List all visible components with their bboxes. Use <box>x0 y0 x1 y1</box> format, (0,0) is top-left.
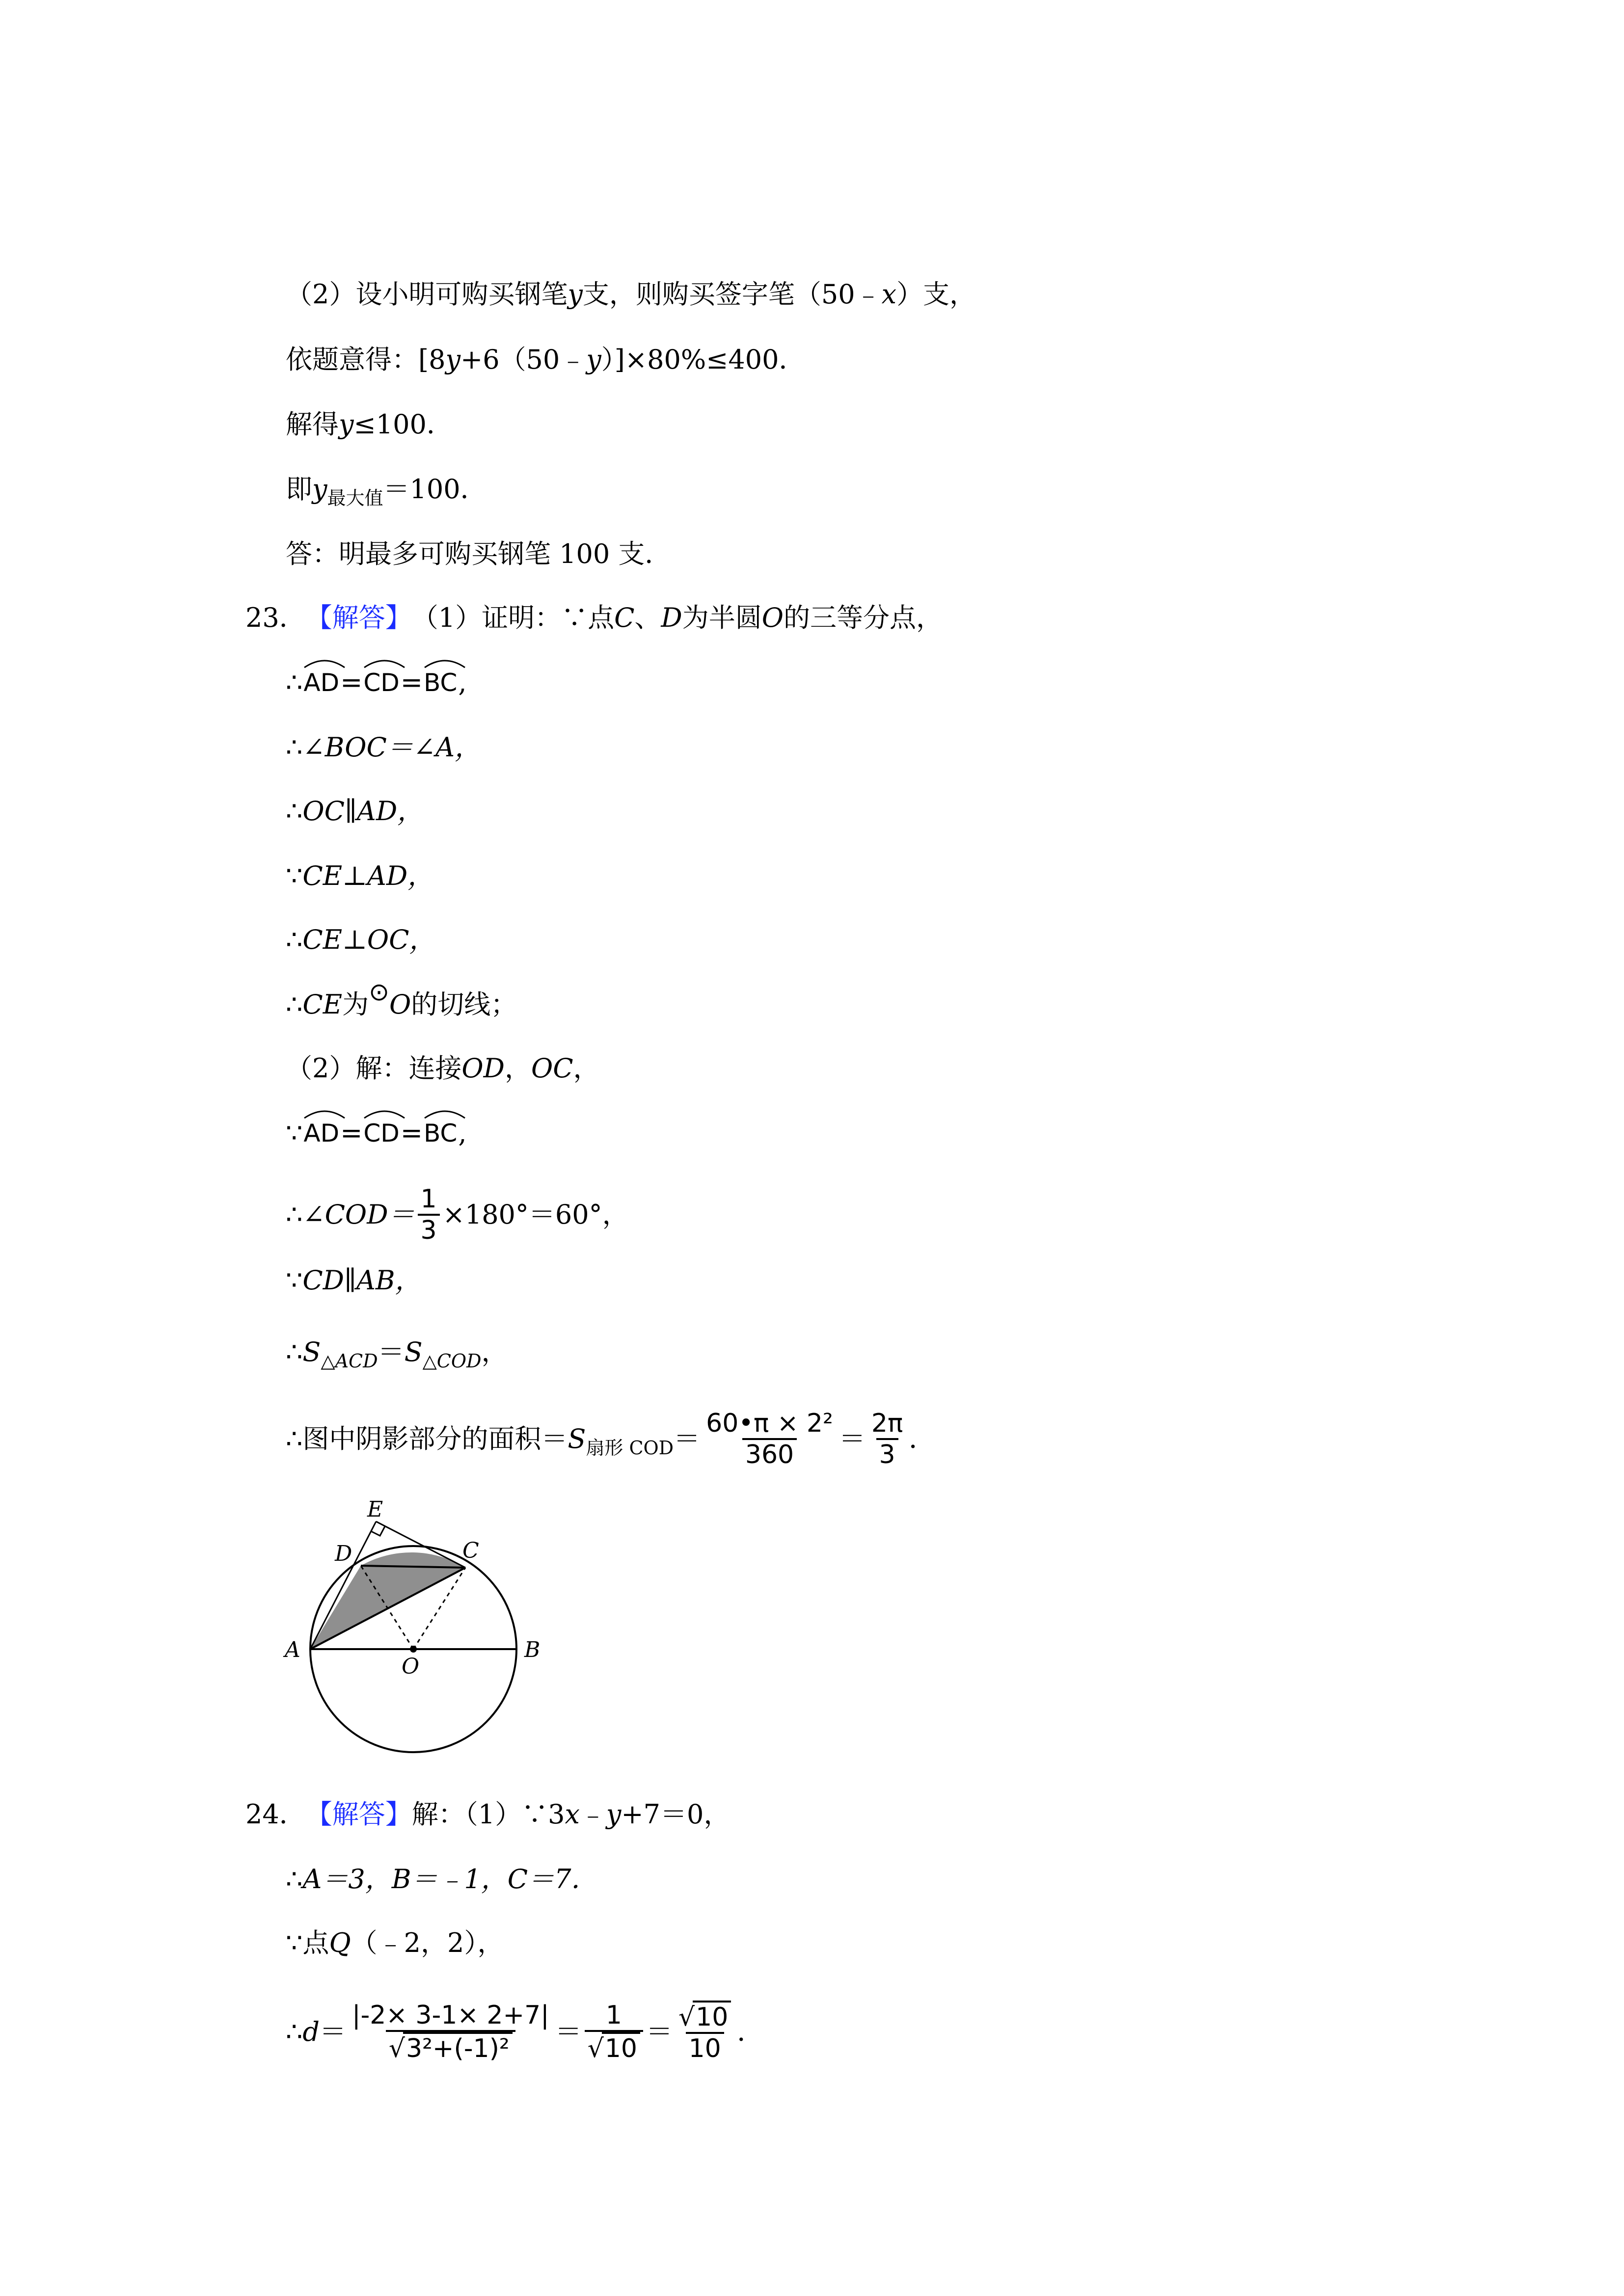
text: ）支， <box>896 279 976 310</box>
arc-label: CD <box>363 1119 400 1148</box>
area-S: S <box>404 1336 423 1367</box>
sqrt <box>389 2032 513 2063</box>
therefore-symbol: ∴ <box>286 796 303 827</box>
q23-step-2 <box>286 730 481 765</box>
var-y: y <box>445 344 460 375</box>
text: 图中阴影部分的面积＝ <box>302 1423 568 1454</box>
fraction-root10-over-10 <box>676 2001 734 2063</box>
text: 依题意得：[8 <box>286 344 446 375</box>
fraction-two-pi-thirds <box>868 1409 906 1469</box>
numerator: 1 <box>605 2001 622 2030</box>
numerator: 60•π × 2² <box>706 1409 833 1438</box>
equals: ＝ <box>839 1423 866 1454</box>
therefore-symbol: ∴ <box>286 1336 303 1367</box>
text: ． <box>737 2016 764 2047</box>
text: ﹣ <box>579 1799 606 1830</box>
arc-label: BC <box>424 1119 458 1148</box>
arc-label: CD <box>363 668 400 697</box>
therefore-symbol: ∴ <box>286 1423 303 1454</box>
q23-step-11 <box>286 1335 508 1372</box>
therefore-symbol: ∴ <box>286 1199 303 1230</box>
sqrt <box>588 2032 640 2063</box>
denominator <box>386 2030 515 2063</box>
q24-line-2 <box>286 1862 597 1896</box>
text: OC∥AD， <box>302 796 424 827</box>
sqrt-sign: √ <box>388 2034 405 2063</box>
text: A＝3，B＝﹣1，C＝7． <box>302 1864 598 1895</box>
q24-line-3 <box>286 1926 504 1960</box>
radicand: 3²+(-1)² <box>403 2032 513 2063</box>
var-y: y <box>568 279 583 310</box>
text: （2）设小明可购买钢笔 <box>286 279 568 310</box>
text: ）]×80%≤400． <box>601 344 806 375</box>
q22-line-2 <box>286 343 805 377</box>
fraction-one-over-root10 <box>585 2001 643 2063</box>
point-D: D <box>661 602 682 633</box>
q22-line-1 <box>286 277 976 312</box>
question-number: 23． <box>245 602 306 633</box>
arc-CD <box>363 666 399 700</box>
geometry-figure <box>280 1492 555 1767</box>
fraction-distance <box>349 2001 552 2063</box>
arc-AD <box>303 1116 339 1150</box>
text: 为 <box>342 989 369 1020</box>
denominator: 3 <box>876 1438 898 1469</box>
text: 支，则购买签字笔（50﹣ <box>582 279 882 310</box>
var-x: x <box>565 1799 580 1830</box>
var-y: y <box>606 1799 622 1830</box>
subscript: △COD <box>422 1350 482 1372</box>
var-d: d <box>302 2016 320 2047</box>
q22-line-3 <box>286 407 453 442</box>
answer-tag: 【解答】 <box>305 602 412 633</box>
arc-label: AD <box>303 668 340 697</box>
arc-BC <box>424 666 457 700</box>
q24-line-4 <box>286 1988 763 2076</box>
arc-label: AD <box>303 1119 340 1148</box>
text: 即 <box>286 474 312 505</box>
text: 的切线； <box>411 989 517 1020</box>
equals: ＝ <box>646 2016 673 2047</box>
question-number: 24． <box>245 1799 306 1830</box>
numerator <box>676 2001 734 2032</box>
arc-CD <box>363 1116 399 1150</box>
q23-step-12 <box>286 1405 935 1473</box>
text: ， <box>504 1053 531 1084</box>
segment-CE: CE <box>302 989 343 1020</box>
q22-line-5 <box>286 537 671 571</box>
text: （1）证明：∵点 <box>411 602 615 633</box>
denominator: 3 <box>418 1214 440 1245</box>
therefore-symbol: ∴ <box>286 989 303 1020</box>
text: ∠BOC＝∠A， <box>302 732 482 763</box>
var-y: y <box>586 344 601 375</box>
q23-arcs-1 <box>286 666 467 700</box>
q22-line-4 <box>286 472 487 507</box>
q23-step-4 <box>286 859 434 893</box>
center-point <box>410 1646 417 1653</box>
arc-BC <box>424 1116 457 1150</box>
because-symbol: ∵ <box>286 1118 303 1148</box>
radicand: 10 <box>693 2001 731 2032</box>
point-Q: Q <box>329 1927 351 1958</box>
equals: = <box>340 1118 363 1148</box>
text: 点 <box>302 1927 329 1958</box>
text: 为半圆 <box>682 602 762 633</box>
numerator: 2π <box>871 1409 903 1438</box>
subscript: △ACD <box>321 1350 378 1372</box>
point-C: C <box>614 602 635 633</box>
equals: = <box>400 667 423 698</box>
text: ∠COD＝ <box>302 1199 415 1230</box>
var-y: y <box>312 474 327 505</box>
sqrt-sign: √ <box>587 2034 604 2063</box>
area-S: S <box>302 1336 321 1367</box>
comma: , <box>458 1118 467 1148</box>
numerator: 1 <box>420 1184 437 1214</box>
q23-step-6 <box>286 978 517 1022</box>
fraction-sector-area <box>703 1409 836 1469</box>
denominator: 360 <box>742 1438 797 1469</box>
fraction-one-third <box>418 1184 440 1245</box>
subscript: 扇形 COD <box>586 1437 674 1459</box>
therefore-symbol: ∴ <box>286 667 303 698</box>
text: ． <box>909 1423 936 1454</box>
denominator <box>585 2030 643 2063</box>
text: CD∥AB， <box>302 1265 422 1296</box>
q23-step-5 <box>286 923 435 957</box>
equals: ＝ <box>319 2016 346 2047</box>
subscript: 最大值 <box>327 487 383 509</box>
text: 的三等分点， <box>783 602 943 633</box>
therefore-symbol: ∴ <box>286 1864 303 1895</box>
sqrt <box>678 2001 731 2032</box>
q23-step-10 <box>286 1263 422 1298</box>
area-S: S <box>568 1423 586 1454</box>
text: +7＝0， <box>621 1799 731 1830</box>
therefore-symbol: ∴ <box>286 924 303 955</box>
q23-arcs-2 <box>286 1116 467 1150</box>
equals: ＝ <box>674 1423 701 1454</box>
text: CE⊥AD， <box>302 860 434 891</box>
answer-tag: 【解答】 <box>305 1799 412 1830</box>
label-E: E <box>367 1497 383 1522</box>
segment-OC: OC <box>531 1053 573 1084</box>
label-C: C <box>462 1538 479 1563</box>
therefore-symbol: ∴ <box>286 732 303 763</box>
numerator: |-2× 3-1× 2+7| <box>352 2001 549 2030</box>
text: 、 <box>634 602 661 633</box>
equals: ＝ <box>555 2016 582 2047</box>
q23-step-7 <box>286 1051 600 1086</box>
text: （2）解：连接 <box>286 1053 462 1084</box>
equals: = <box>400 1118 423 1148</box>
because-symbol: ∵ <box>286 1927 303 1958</box>
point-O: O <box>761 602 784 633</box>
because-symbol: ∵ <box>286 860 303 891</box>
label-D: D <box>335 1541 352 1566</box>
radicand: 10 <box>602 2032 640 2063</box>
var-x: x <box>881 279 897 310</box>
segment-OD: OD <box>461 1053 505 1084</box>
circle-symbol: ⊙ <box>369 978 390 1006</box>
arc-label: BC <box>424 668 458 697</box>
text: +6（50﹣ <box>460 344 587 375</box>
var-y: y <box>339 409 354 440</box>
text: 解：（1）∵3 <box>411 1799 565 1830</box>
arc-AD <box>303 666 339 700</box>
text: ≤100． <box>353 409 453 440</box>
text: 答：明最多可购买钢笔 100 支． <box>286 538 672 569</box>
denominator: 10 <box>686 2032 724 2063</box>
sqrt-sign: √ <box>678 2002 695 2032</box>
text: ， <box>573 1053 600 1084</box>
text: ×180°＝60°， <box>442 1199 629 1230</box>
therefore-symbol: ∴ <box>286 2016 303 2047</box>
text: 解得 <box>286 409 339 440</box>
because-symbol: ∵ <box>286 1265 303 1296</box>
equals: ＝ <box>378 1336 405 1367</box>
label-B: B <box>524 1637 541 1662</box>
point-O: O <box>389 989 411 1020</box>
q23-step-9 <box>286 1180 629 1249</box>
label-A: A <box>285 1637 300 1662</box>
q23-heading <box>245 601 943 635</box>
comma: , <box>458 667 467 698</box>
q23-step-3 <box>286 794 424 828</box>
q24-heading <box>245 1797 730 1832</box>
equals: = <box>340 667 363 698</box>
text: ， <box>481 1336 508 1367</box>
text: （﹣2，2）， <box>351 1927 504 1958</box>
label-O: O <box>402 1654 420 1679</box>
text: ＝100． <box>383 474 487 505</box>
text: CE⊥OC， <box>302 924 436 955</box>
